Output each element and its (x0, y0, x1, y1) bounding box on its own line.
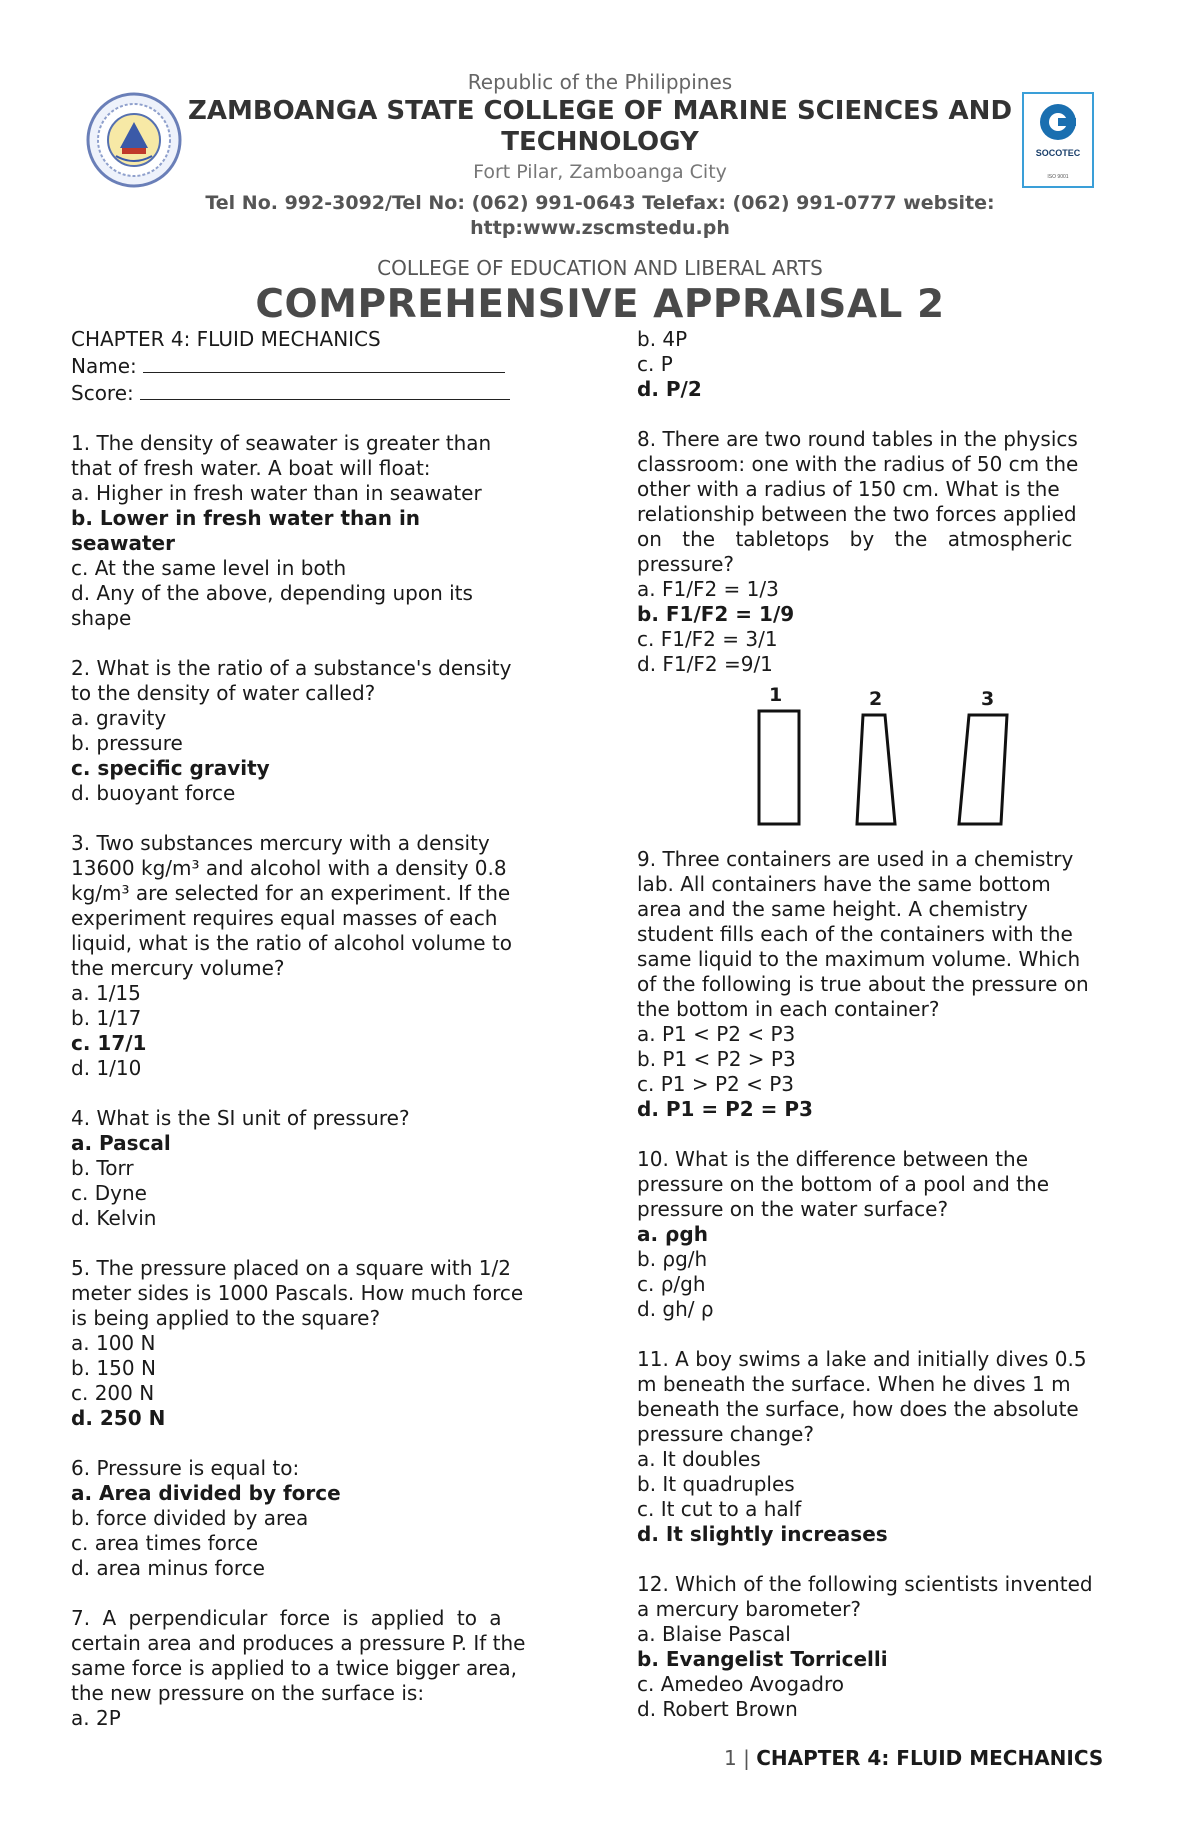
question-stem: 10. What is the difference between the (637, 1147, 1029, 1171)
question-stem: student fills each of the containers with the (637, 922, 1073, 946)
choice-b: b. Torr (71, 1156, 134, 1180)
choice-b: b. force divided by area (71, 1506, 309, 1530)
choice-d-answer: d. 250 N (71, 1406, 166, 1430)
choice-c-answer: c. specific gravity (71, 756, 270, 780)
question-stem: of the following is true about the pressure on (637, 972, 1089, 996)
question-stem: 2. What is the ratio of a substance's density (71, 656, 512, 680)
score-label: Score: (71, 381, 134, 405)
choice-c: c. P (637, 352, 673, 376)
choice-a-answer: a. Pascal (71, 1131, 171, 1155)
choice-a-answer: a. ρgh (637, 1222, 708, 1246)
container-3 (959, 715, 1007, 824)
choice-a: a. P1 < P2 < P3 (637, 1022, 796, 1046)
question-stem: 5. The pressure placed on a square with 1/2 (71, 1256, 511, 1280)
question-stem: liquid, what is the ratio of alcohol volume to (71, 931, 512, 955)
question-stem: classroom: one with the radius of 50 cm the (637, 452, 1079, 476)
question-stem: the bottom in each container? (637, 997, 940, 1021)
question-stem: the new pressure on the surface is: (71, 1681, 425, 1705)
page-footer (724, 1746, 1103, 1770)
choice-d: d. gh/ ρ (637, 1297, 714, 1321)
question-stem: 7. A perpendicular force is applied to a (71, 1606, 502, 1630)
question-stem: relationship between the two forces applied (637, 502, 1077, 526)
choice-c: c. It cut to a half (637, 1497, 802, 1521)
choice-b-answer: b. Lower in fresh water than in (71, 506, 421, 530)
score-row (71, 379, 567, 406)
question-stem: 11. A boy swims a lake and initially dives 0.5 (637, 1347, 1087, 1371)
question-stem: experiment requires equal masses of each (71, 906, 498, 930)
page-title: COMPREHENSIVE APPRAISAL 2 (255, 282, 945, 327)
question-stem: 1. The density of seawater is greater than (71, 431, 492, 455)
question-7 (71, 1606, 567, 1731)
choice-d: d. Robert Brown (637, 1697, 798, 1721)
question-stem: kg/m³ are selected for an experiment. If the (71, 881, 511, 905)
choice-c: c. ρ/gh (637, 1272, 706, 1296)
question-7-continued (637, 327, 1131, 402)
choice-a: a. 2P (71, 1706, 121, 1730)
containers-drawing (637, 683, 1131, 833)
choice-b: b. 4P (637, 327, 688, 351)
container-1 (759, 711, 799, 824)
college-name: COLLEGE OF EDUCATION AND LIBERAL ARTS (377, 256, 823, 280)
question-11 (637, 1347, 1131, 1547)
question-stem: same force is applied to a twice bigger area, (71, 1656, 517, 1680)
choice-c: c. At the same level in both (71, 556, 347, 580)
question-stem: other with a radius of 150 cm. What is the (637, 477, 1060, 501)
choice-a: a. Higher in fresh water than in seawater (71, 481, 482, 505)
choice-c-answer: c. 17/1 (71, 1031, 147, 1055)
name-label: Name: (71, 354, 137, 378)
left-column (71, 327, 567, 1731)
choice-d-answer: d. It slightly increases (637, 1522, 888, 1546)
choice-d: d. 1/10 (71, 1056, 142, 1080)
choice-d: shape (71, 606, 132, 630)
contact-info (0, 191, 1200, 241)
question-stem: 13600 kg/m³ and alcohol with a density 0.8 (71, 856, 507, 880)
question-5 (71, 1256, 567, 1431)
question-stem: is being applied to the square? (71, 1306, 381, 1330)
container-label-2: 2 (869, 688, 883, 710)
question-stem: 9. Three containers are used in a chemistry (637, 847, 1074, 871)
question-10 (637, 1147, 1131, 1322)
question-stem: a mercury barometer? (637, 1597, 862, 1621)
choice-c: c. F1/F2 = 3/1 (637, 627, 778, 651)
question-stem: the mercury volume? (71, 956, 285, 980)
question-stem: 4. What is the SI unit of pressure? (71, 1106, 410, 1130)
republic-line: Republic of the Philippines (467, 70, 733, 94)
question-stem: that of fresh water. A boat will float: (71, 456, 431, 480)
choice-a: a. gravity (71, 706, 167, 730)
choice-d: d. Kelvin (71, 1206, 157, 1230)
question-stem: pressure on the bottom of a pool and the (637, 1172, 1050, 1196)
question-1 (71, 431, 567, 631)
contact-line2: http:www.zscmstedu.ph (470, 217, 730, 239)
score-field[interactable] (140, 379, 510, 400)
choice-b: b. pressure (71, 731, 183, 755)
question-9 (637, 847, 1131, 1122)
container-label-3: 3 (981, 688, 995, 710)
school-address: Fort Pilar, Zamboanga City (473, 161, 727, 183)
containers-figure (637, 683, 1131, 833)
question-3 (71, 831, 567, 1081)
choice-d: d. buoyant force (71, 781, 236, 805)
name-field[interactable] (143, 352, 505, 373)
question-stem: on the tabletops by the atmospheric (637, 527, 1073, 551)
choice-a-answer: a. Area divided by force (71, 1481, 341, 1505)
choice-c: c. Dyne (71, 1181, 147, 1205)
question-stem: lab. All containers have the same bottom (637, 872, 1051, 896)
choice-c: c. P1 > P2 < P3 (637, 1072, 795, 1096)
question-stem: 8. There are two round tables in the physics (637, 427, 1078, 451)
choice-a: a. F1/F2 = 1/3 (637, 577, 779, 601)
choice-d-answer: d. P/2 (637, 377, 702, 401)
question-stem: pressure change? (637, 1422, 814, 1446)
page-number: 1 | (724, 1746, 757, 1770)
question-4 (71, 1106, 567, 1231)
question-stem: 3. Two substances mercury with a density (71, 831, 490, 855)
choice-b: b. 1/17 (71, 1006, 142, 1030)
choice-b-answer: b. F1/F2 = 1/9 (637, 602, 795, 626)
choice-a: a. Blaise Pascal (637, 1622, 791, 1646)
question-8 (637, 427, 1131, 677)
choice-b: b. It quadruples (637, 1472, 795, 1496)
question-stem: 12. Which of the following scientists invented (637, 1572, 1093, 1596)
question-stem: meter sides is 1000 Pascals. How much force (71, 1281, 524, 1305)
question-12 (637, 1572, 1131, 1722)
question-stem: same liquid to the maximum volume. Which (637, 947, 1081, 971)
contact-line1: Tel No. 992-3092/Tel No: (062) 991-0643 Telefax: (062) 991-0777 website: (205, 192, 995, 214)
choice-b: b. ρg/h (637, 1247, 708, 1271)
question-stem: pressure on the water surface? (637, 1197, 949, 1221)
question-2 (71, 656, 567, 806)
choice-a: a. 1/15 (71, 981, 141, 1005)
choice-d: d. area minus force (71, 1556, 265, 1580)
choice-b-answer: b. Evangelist Torricelli (637, 1647, 888, 1671)
question-stem: pressure? (637, 552, 735, 576)
container-label-1: 1 (769, 684, 783, 706)
question-stem: 6. Pressure is equal to: (71, 1456, 300, 1480)
choice-b: b. P1 < P2 > P3 (637, 1047, 796, 1071)
question-stem: to the density of water called? (71, 681, 376, 705)
question-stem: certain area and produces a pressure P. If the (71, 1631, 526, 1655)
name-row (71, 352, 567, 379)
school-name-line2: TECHNOLOGY (501, 127, 699, 157)
choice-d: d. F1/F2 =9/1 (637, 652, 773, 676)
choice-d: d. Any of the above, depending upon its (71, 581, 473, 605)
choice-c: c. 200 N (71, 1381, 155, 1405)
choice-b-answer: seawater (71, 531, 175, 555)
choice-c: c. Amedeo Avogadro (637, 1672, 845, 1696)
question-stem: beneath the surface, how does the absolute (637, 1397, 1079, 1421)
choice-a: a. It doubles (637, 1447, 761, 1471)
question-stem: area and the same height. A chemistry (637, 897, 1028, 921)
right-column (637, 327, 1131, 1722)
certification-logo-subtext: ISO 9001 (1047, 174, 1069, 180)
question-6 (71, 1456, 567, 1581)
school-name-line1: ZAMBOANGA STATE COLLEGE OF MARINE SCIENCES AND (187, 96, 1013, 126)
chapter-title: CHAPTER 4: FLUID MECHANICS (71, 327, 381, 351)
choice-a: a. 100 N (71, 1331, 156, 1355)
question-stem: m beneath the surface. When he dives 1 m (637, 1372, 1071, 1396)
choice-b: b. 150 N (71, 1356, 156, 1380)
container-2 (857, 715, 895, 824)
choice-c: c. area times force (71, 1531, 258, 1555)
footer-chapter: CHAPTER 4: FLUID MECHANICS (756, 1746, 1104, 1770)
certification-logo-text: SOCOTEC (1035, 148, 1081, 158)
school-name (0, 96, 1200, 158)
choice-d-answer: d. P1 = P2 = P3 (637, 1097, 813, 1121)
